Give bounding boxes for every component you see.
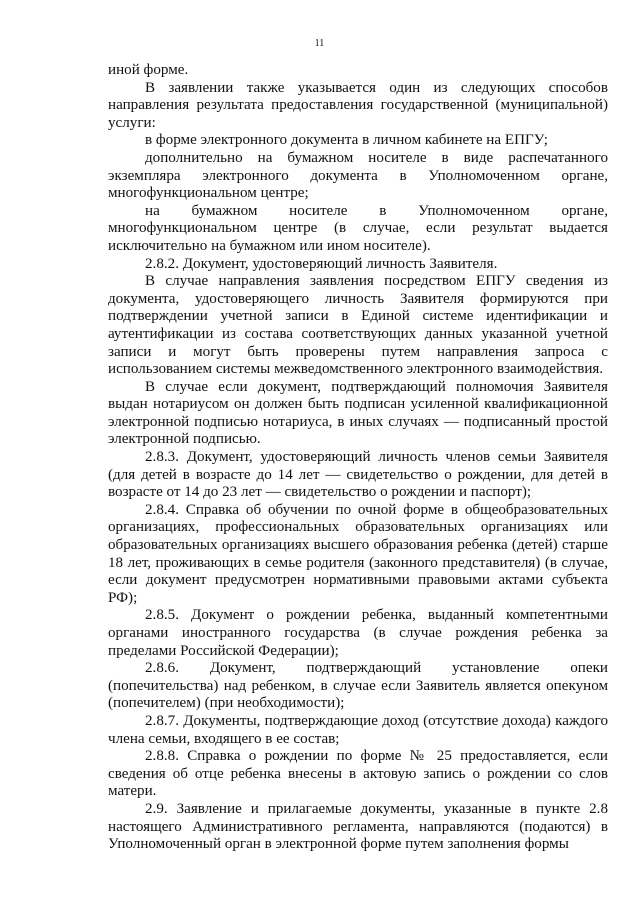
paragraph: в форме электронного документа в личном кабинете на ЕПГУ;: [145, 132, 548, 149]
paragraph: 2.8.8. Справка о рождении по форме № 25 предоставляется, если сведения об отце ребенка внесены в актовую запись о рождении со слов матери.: [108, 748, 608, 800]
page-number: 11: [314, 38, 325, 49]
paragraph: 2.8.6. Документ, подтверждающий установление опеки (попечительства) над ребенком, в случае если Заявитель является опекуном (попечителем) (при необходимости);: [108, 660, 608, 712]
paragraph: В случае если документ, подтверждающий полномочия Заявителя выдан нотариусом он должен быть подписан усиленной квалификационной электронной подписью нотариуса, в иных случаях — подписанный простой электронной подписью.: [108, 378, 608, 448]
paragraph: В заявлении также указывается один из следующих способов направления результата предоставления государственной (муниципальной) услуги:: [108, 79, 608, 131]
paragraph: 2.8.2. Документ, удостоверяющий личность Заявителя.: [145, 255, 498, 272]
paragraph: 2.9. Заявление и прилагаемые документы, указанные в пункте 2.8 настоящего Административного регламента, направляются (подаются) в Уполномоченный орган в электронной форме путем заполнения формы: [108, 800, 608, 853]
paragraph: дополнительно на бумажном носителе в виде распечатанного экземпляра электронного документа в Уполномоченном органе, многофункциональном центре;: [108, 149, 608, 202]
document-body: [108, 62, 608, 854]
paragraph: В случае направления заявления посредством ЕПГУ сведения из документа, удостоверяющего личность Заявителя формируются при подтверждении учетной записи в Единой системе идентификации и аутентификации из состава соответствующих данных указанной учетной записи и могут быть проверены путем направления запроса с использованием системы межведомственного электронного взаимодействия.: [108, 273, 608, 378]
paragraph: 2.8.3. Документ, удостоверяющий личность членов семьи Заявителя (для детей в возрасте до 14 лет — свидетельство о рождении, для детей в возрасте от 14 до 23 лет — свидетельство о рождении и паспорт);: [108, 449, 608, 501]
paragraph: иной форме.: [108, 62, 189, 78]
paragraph: 2.8.7. Документы, подтверждающие доход (отсутствие дохода) каждого члена семьи, входящего в ее состав;: [108, 712, 608, 747]
paragraph: 2.8.5. Документ о рождении ребенка, выданный компетентными органами иностранного государства (в случае рождения ребенка за пределами Российской Федерации);: [108, 607, 608, 659]
paragraph: 2.8.4. Справка об обучении по очной форме в общеобразовательных организациях, профессиональных образовательных организациях или образовательных организациях высшего образования ребенка (детей) старше 18 лет, проживающих в семье родителя (законного представителя) (в случае, если документ предусмотрен нормативными правовыми актами субъекта РФ);: [108, 501, 608, 606]
paragraph: на бумажном носителе в Уполномоченном органе, многофункциональном центре (в случае, если результат выдается исключительно на бумажном или ином носителе).: [108, 202, 608, 254]
